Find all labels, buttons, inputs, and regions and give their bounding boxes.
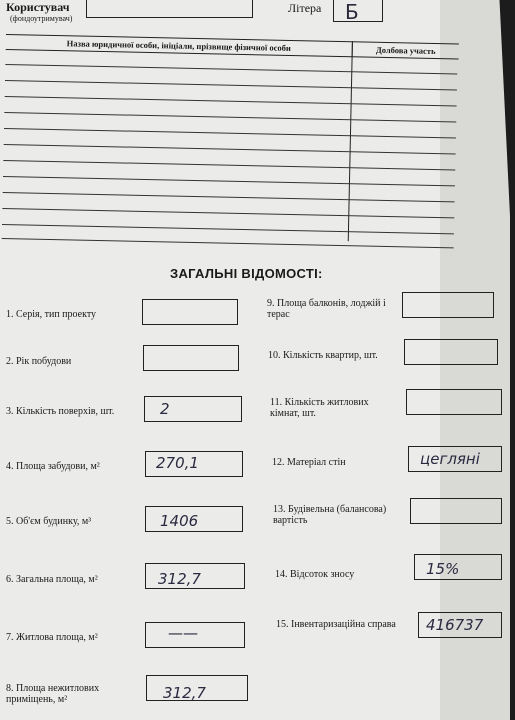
field-label-volume: 5. Об'єм будинку, м³ (6, 516, 92, 527)
field-box-balconies (402, 292, 494, 318)
litera-value: Б (345, 0, 359, 24)
field-label-wall-material: 12. Матеріал стін (272, 457, 346, 468)
field-box-series (142, 299, 238, 325)
field-value-total-area: 312,7 (158, 570, 201, 588)
user-label: Користувач (6, 0, 70, 14)
field-label-cost: 13. Будівельна (балансова) вартість (273, 504, 387, 526)
table-row (4, 112, 456, 122)
section-title: ЗАГАЛЬНІ ВІДОМОСТІ: (170, 266, 323, 281)
field-value-floors: 2 (160, 400, 170, 418)
field-label-apartments: 10. Кількість квартир, шт. (268, 350, 378, 361)
table-row (3, 160, 455, 170)
field-label-rooms: 11. Кількість житлових кімнат, шт. (270, 397, 369, 419)
field-box-year (143, 345, 239, 371)
field-value-wall-material: цегляні (420, 450, 480, 468)
field-value-living-area: —— (168, 624, 198, 642)
table-header-share: Долбова участь (352, 41, 459, 59)
field-label-balconies: 9. Площа балконів, лоджій і терас (267, 298, 386, 320)
table-row (5, 96, 457, 106)
table-row (3, 192, 455, 202)
field-label-footprint: 4. Площа забудови, м² (6, 461, 100, 472)
table-row (3, 176, 455, 186)
table-row (2, 224, 454, 234)
table-header-name: Назва юридичної особи, ініціали, прізвище фізичної особи (6, 34, 352, 57)
ownership-table (2, 34, 458, 251)
field-value-footprint: 270,1 (156, 454, 199, 472)
field-box-apartments (404, 339, 498, 365)
user-field-box (86, 0, 253, 18)
field-label-floors: 3. Кількість поверхів, шт. (6, 406, 115, 417)
field-value-inventory: 416737 (426, 616, 484, 634)
user-sub-label: (фондоутримувач) (10, 14, 73, 23)
field-label-nonliving-area: 8. Площа нежитлових приміщень, м² (6, 683, 100, 705)
field-box-floors (144, 396, 242, 422)
field-value-nonliving-area: 312,7 (163, 684, 206, 702)
table-row (4, 128, 456, 138)
field-value-wear: 15% (426, 560, 460, 578)
field-label-total-area: 6. Загальна площа, м² (6, 574, 98, 585)
table-row (5, 64, 457, 74)
litera-label: Літера (288, 1, 322, 15)
field-label-living-area: 7. Житлова площа, м² (6, 632, 98, 643)
field-label-wear: 14. Відсоток зносу (275, 569, 355, 580)
field-label-series: 1. Серія, тип проекту (6, 309, 97, 320)
field-label-inventory: 15. Інвентаризаційна справа (276, 619, 396, 630)
field-label-year: 2. Рік побудови (6, 356, 72, 367)
table-row (4, 144, 456, 154)
table-row (5, 80, 457, 90)
field-box-cost (410, 498, 502, 524)
table-row (2, 208, 454, 218)
field-value-volume: 1406 (160, 512, 199, 530)
field-box-rooms (406, 389, 502, 415)
